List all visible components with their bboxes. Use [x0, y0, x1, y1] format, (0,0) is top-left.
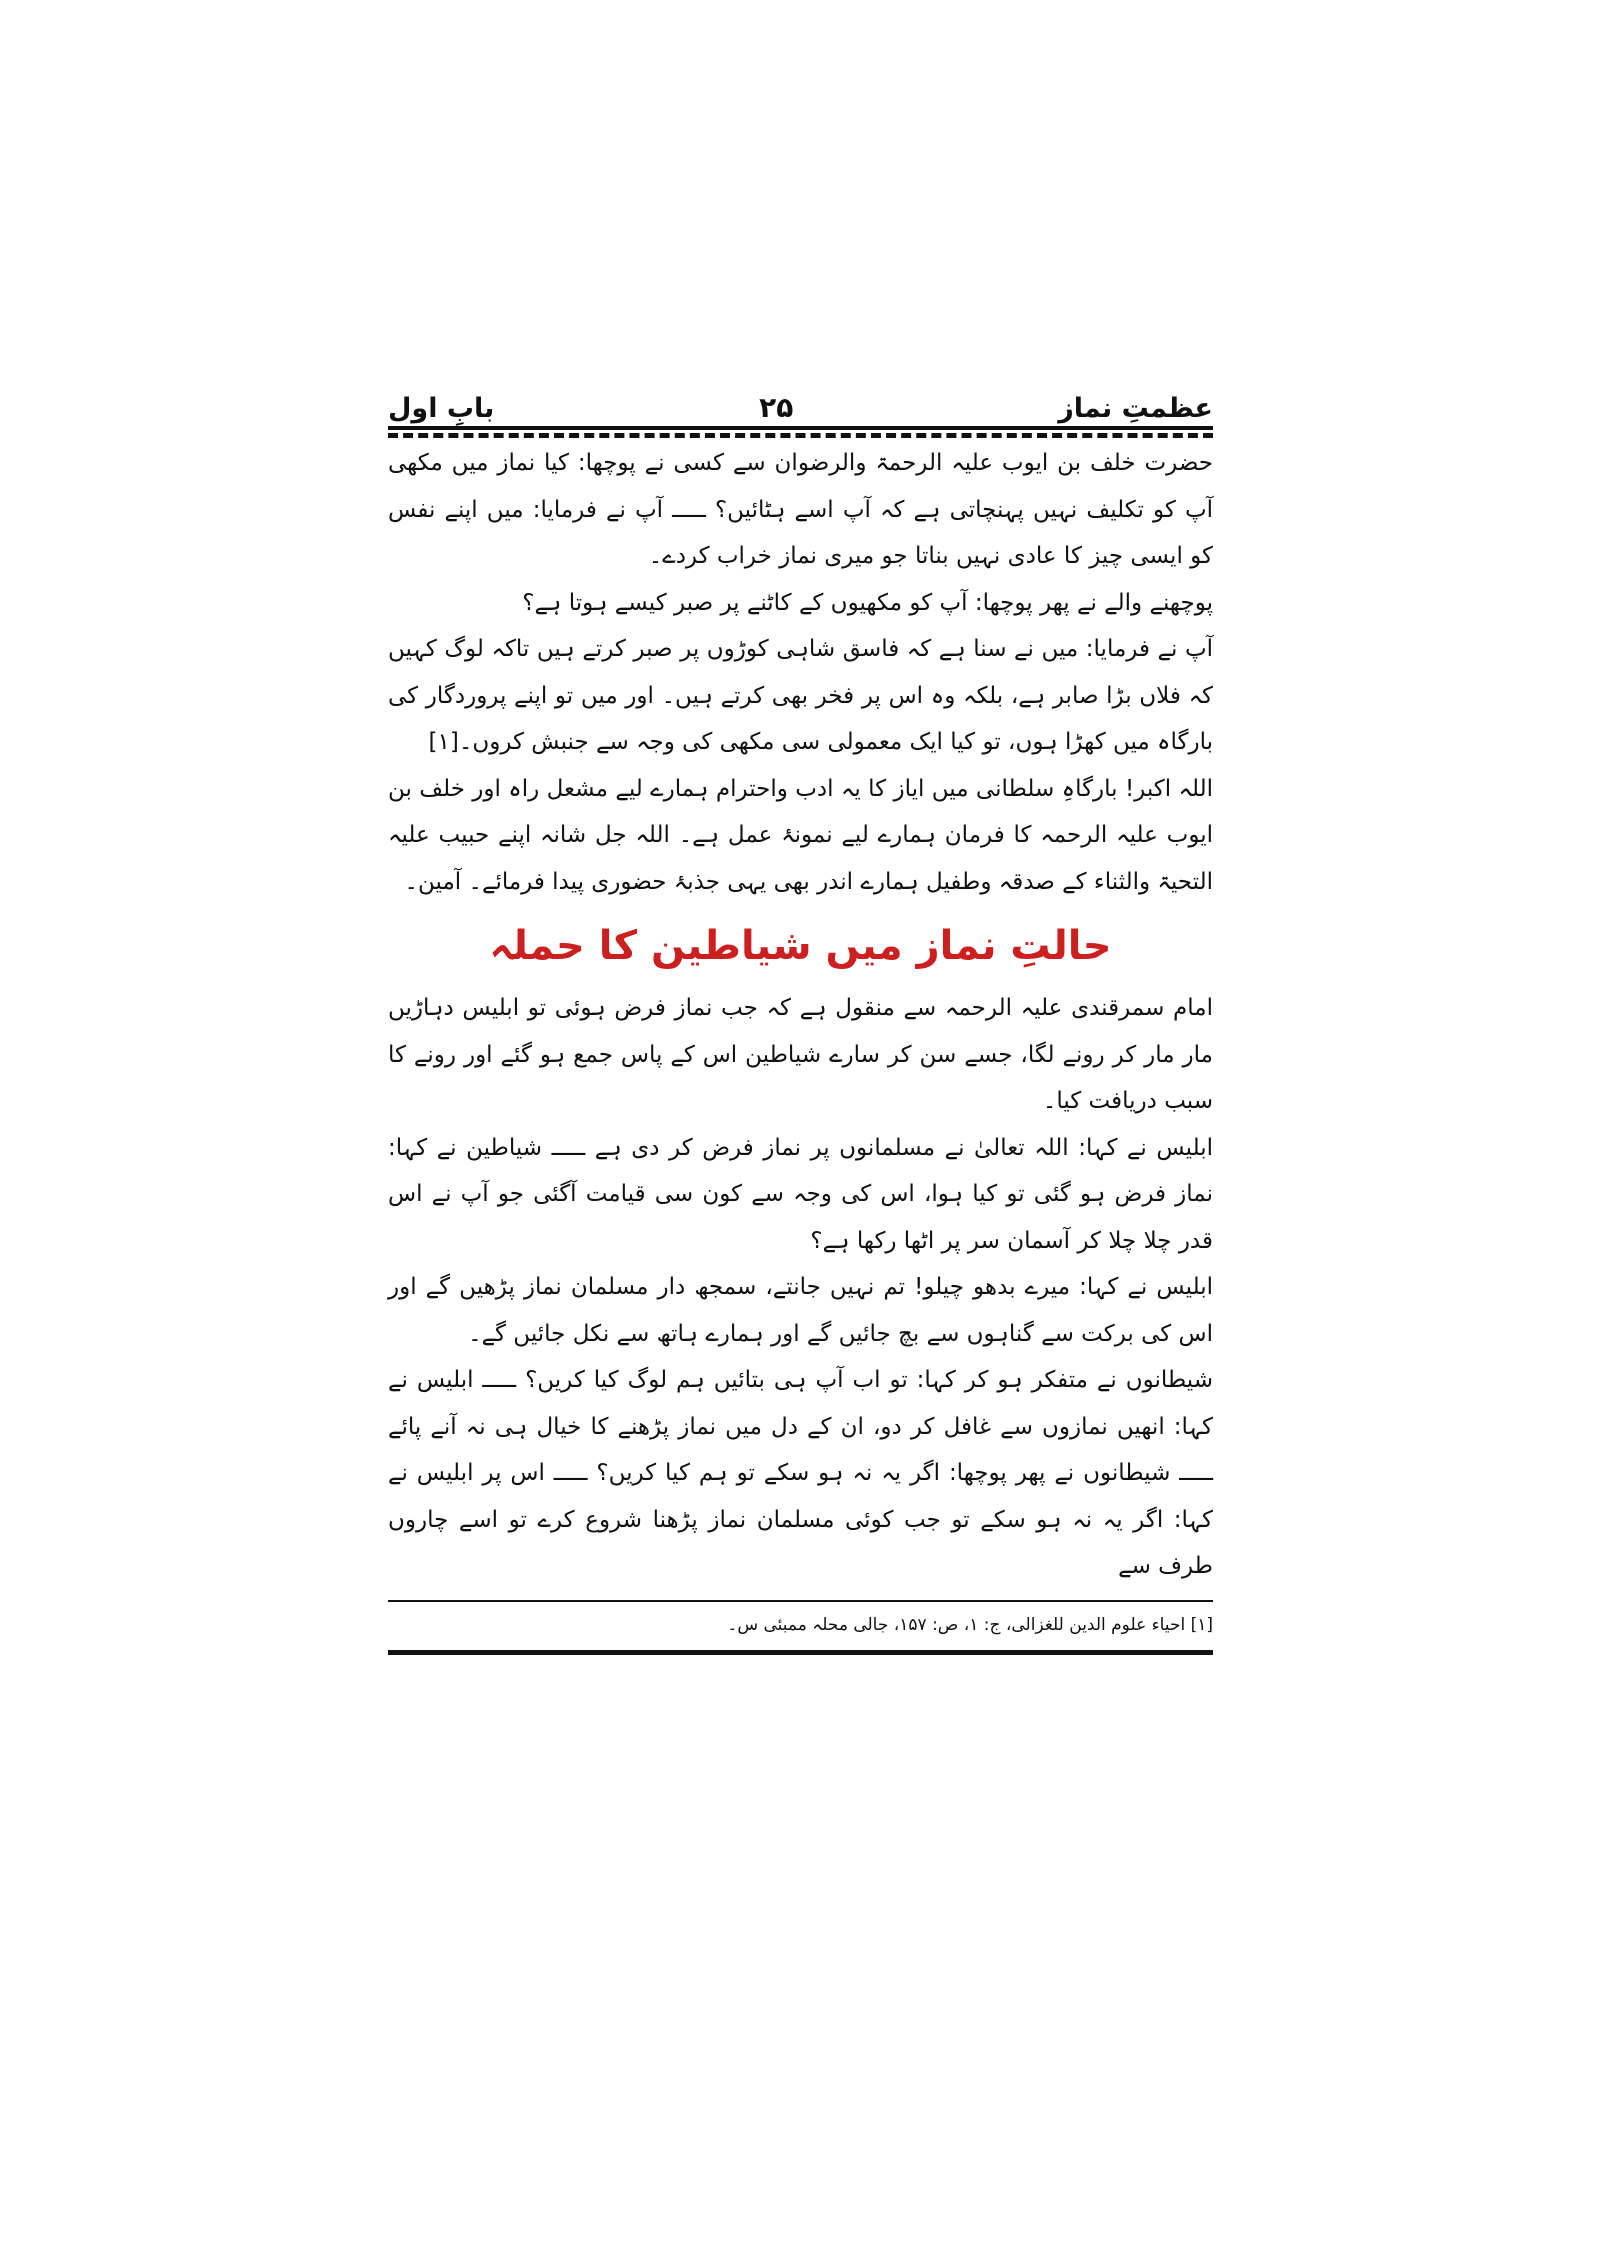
- body-text-bottom: [388, 985, 1213, 1590]
- paragraph: ابلیس نے کہا: میرے بدھو چیلو! تم نہیں جانتے، سمجھ دار مسلمان نماز پڑھیں گے اور اس کی برکت سے گناہوں سے بچ جائیں گے اور ہمارے ہاتھ سے نکل جائیں گے۔: [388, 1274, 1213, 1347]
- page-number: ۲۵: [759, 391, 794, 424]
- bottom-rule: [388, 1650, 1213, 1655]
- paragraph: آپ نے فرمایا: میں نے سنا ہے کہ فاسق شاہی کوڑوں پر صبر کرتے ہیں تاکہ لوگ کہیں کہ فلاں بڑا صابر ہے، بلکہ وہ اس پر فخر بھی کرتے ہیں۔ اور میں تو اپنے پروردگار کی بارگاہ میں کھڑا ہوں، تو کیا ایک معمولی سی مکھی کی وجہ سے جنبش کروں۔[۱]: [388, 636, 1213, 755]
- paragraph: پوچھنے والے نے پھر پوچھا: آپ کو مکھیوں کے کاٹنے پر صبر کیسے ہوتا ہے؟: [522, 589, 1213, 616]
- paragraph: شیطانوں نے متفکر ہو کر کہا: تو اب آپ ہی بتائیں ہم لوگ کیا کریں؟ ـــــ ابلیس نے کہا: انھیں نمازوں سے غافل کر دو، ان کے دل میں نماز پڑھنے کا خیال ہی نہ آنے پائے ـــــ شیطانوں نے پھر پوچھا: اگر یہ نہ ہو سکے تو ہم کیا کریں؟ ـــــ اس پر ابلیس نے کہا: اگر یہ نہ ہو سکے تو جب کوئی مسلمان نماز پڑھنا شروع کرے تو اسے چاروں طرف سے: [388, 1367, 1213, 1579]
- header-rule: [388, 426, 1213, 430]
- book-title: عظمتِ نماز: [1058, 393, 1213, 424]
- paragraph: ابلیس نے کہا: اللہ تعالیٰ نے مسلمانوں پر نماز فرض کر دی ہے ـــــ شیاطین نے کہا: نماز فرض ہو گئی تو کیا ہوا، اس کی وجہ سے کون سی قیامت آگئی جو آپ نے اس قدر چلا چلا کر آسمان سر پر اٹھا رکھا ہے؟: [388, 1134, 1213, 1254]
- chapter-label: بابِ اول: [388, 393, 495, 424]
- body-text-top: [388, 440, 1213, 905]
- running-header: [388, 378, 1213, 422]
- paragraph: اللہ اکبر! بارگاہِ سلطانی میں ایاز کا یہ ادب واحترام ہمارے لیے مشعل راہ اور خلف بن ایوب علیہ الرحمہ کا فرمان ہمارے لیے نمونۂ عمل ہے۔ اللہ جل شانہ اپنے حبیب علیہ التحیۃ والثناء کے صدقہ وطفیل ہمارے اندر بھی یہی جذبۂ حضوری پیدا فرمائے۔ آمین۔: [388, 775, 1213, 895]
- paragraph: امام سمرقندی علیہ الرحمہ سے منقول ہے کہ جب نماز فرض ہوئی تو ابلیس دہاڑیں مار مار کر رونے لگا، جسے سن کر سارے شیاطین اس کے پاس جمع ہو گئے اور رونے کا سبب دریافت کیا۔: [388, 995, 1213, 1114]
- paragraph: حضرت خلف بن ایوب علیہ الرحمۃ والرضوان سے کسی نے پوچھا: کیا نماز میں مکھی آپ کو تکلیف نہیں پہنچاتی ہے کہ آپ اسے ہٹائیں؟ ـــــ آپ نے فرمایا: میں اپنے نفس کو ایسی چیز کا عادی نہیں بناتا جو میری نماز خراب کردے۔: [388, 450, 1213, 569]
- section-heading: حالتِ نماز میں شیاطین کا حملہ: [489, 923, 1112, 969]
- footnote: [۱] احیاء علوم الدین للغزالی، ج: ۱، ص: ۱۵۷، جالی محلہ ممبئی س۔: [727, 1614, 1213, 1635]
- header-dashed-rule: [388, 433, 1213, 438]
- book-page: [388, 378, 1213, 1655]
